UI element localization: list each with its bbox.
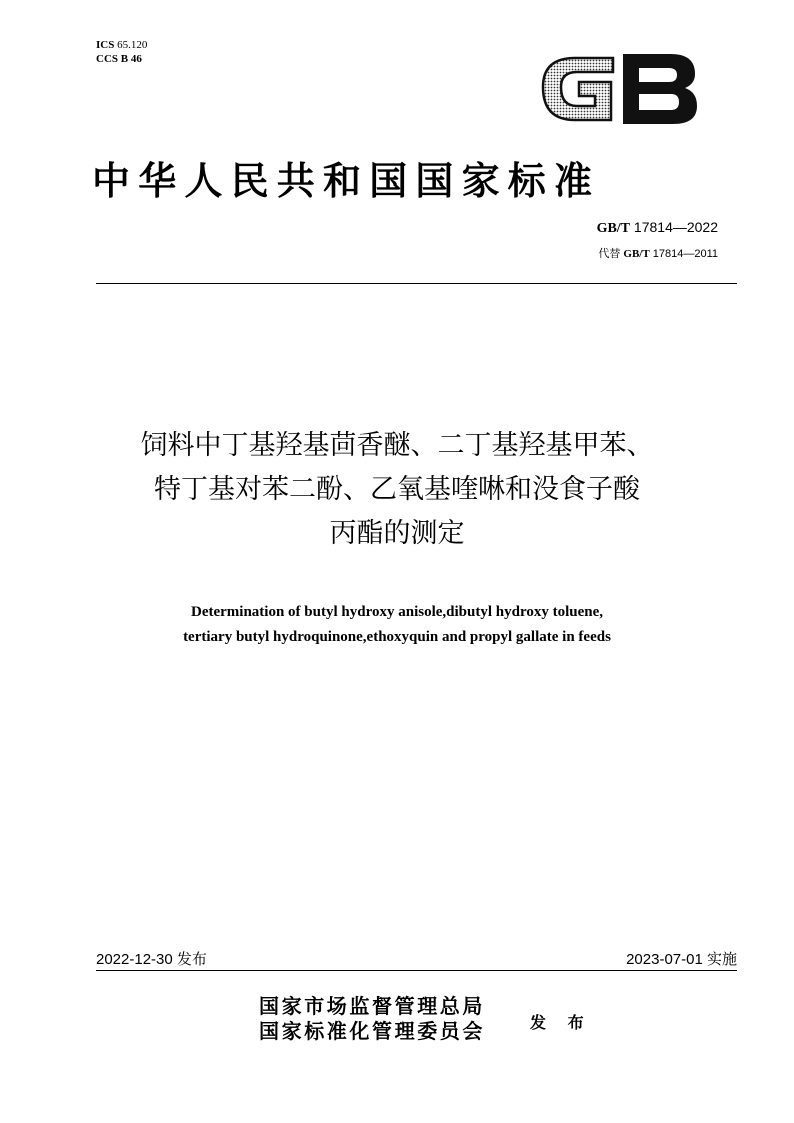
issue-date: 2022-12-30 发布 [96,951,207,968]
english-title-line: Determination of butyl hydroxy anisole,dibutyl hydroxy toluene, [191,604,603,620]
standard-number: GB/T 17814—2022 [596,219,718,236]
gb-logo [535,44,703,130]
issuer-name: 国家标准化管理委员会 [259,1019,485,1043]
issuer-name: 国家市场监督管理总局 [259,994,485,1018]
publish-label: 发 布 [530,1013,592,1032]
chinese-title-line: 饲料中丁基羟基茴香醚、二丁基羟基甲苯、 [140,430,654,461]
classification-codes [96,38,147,66]
chinese-title [60,424,734,556]
ccs-code: CCS B 46 [96,53,142,65]
implementation-date: 2023-07-01 实施 [626,951,737,968]
english-title-line: tertiary butyl hydroquinone,ethoxyquin and propyl gallate in feeds [183,629,611,645]
header-divider [96,283,737,284]
footer-divider [96,970,737,971]
english-title [60,600,734,650]
chinese-title-line: 丙酯的测定 [329,518,465,549]
chinese-title-line: 特丁基对苯二酚、乙氧基喹啉和没食子酸 [154,474,640,505]
ics-code: ICS 65.120 [96,39,148,51]
issuing-authorities [259,994,485,1044]
replaces-standard: 代替 GB/T 17814—2011 [598,248,718,260]
national-standard-title: 中华人民共和国国家标准 [92,158,601,203]
